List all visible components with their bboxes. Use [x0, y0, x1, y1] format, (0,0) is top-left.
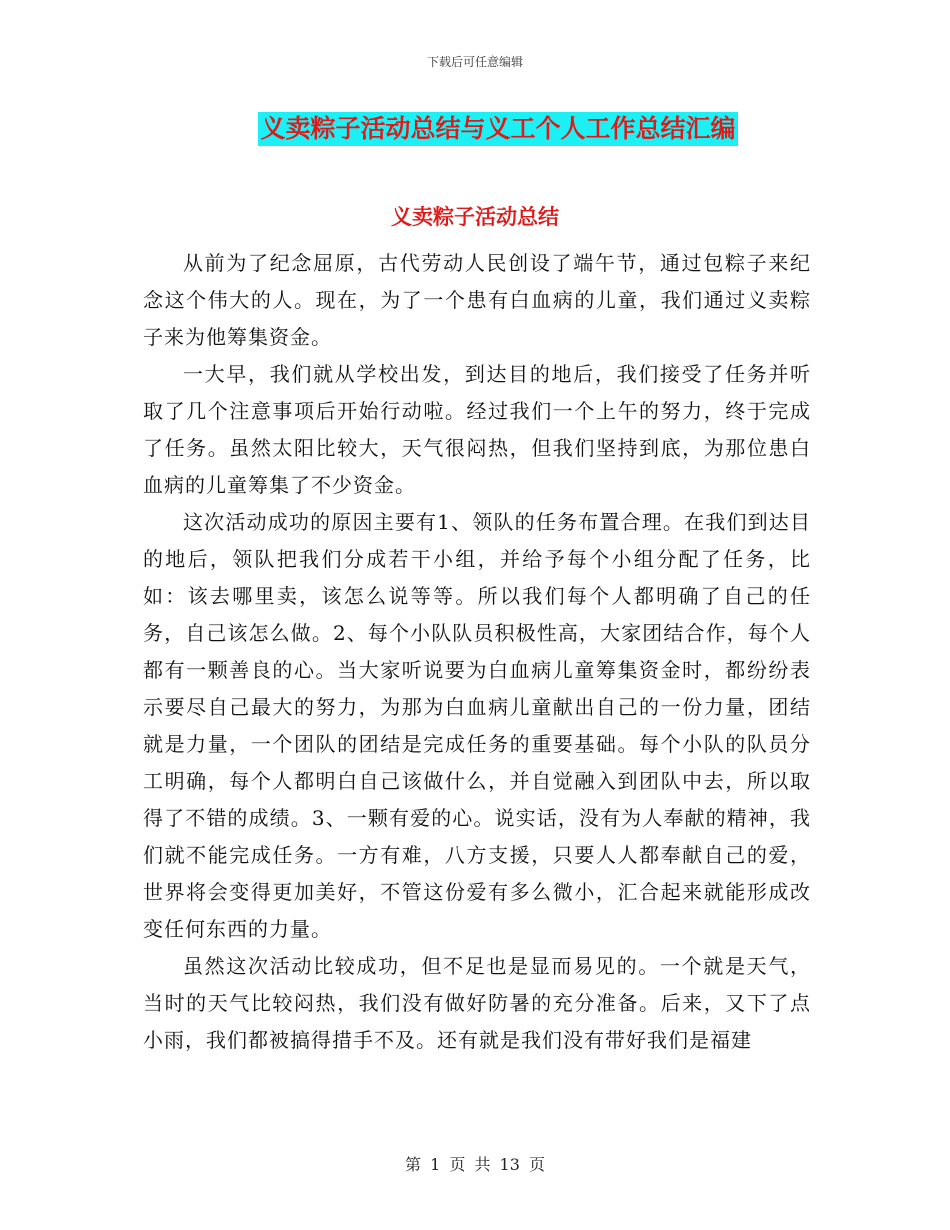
- main-title-container: [0, 112, 950, 146]
- paragraph-3: 这次活动成功的原因主要有1、领队的任务布置合理。在我们到达目的地后，领队把我们分成若干小组，并给予每个小组分配了任务，比如：该去哪里卖，该怎么说等等。所以我们每个人都明确了自己的任务，自己该怎么做。2、每个小队队员积极性高，大家团结合作，每个人都有一颗善良的心。当大家听说要为白血病儿童筹集资金时，都纷纷表示要尽自己最大的努力，为那为白血病儿童献出自己的一份力量，团结就是力量，一个团队的团结是完成任务的重要基础。每个小队的队员分工明确，每个人都明白自己该做什么，并自觉融入到团队中去，所以取得了不错的成绩。3、一颗有爱的心。说实话，没有为人奉献的精神，我们就不能完成任务。一方有难，八方支援，只要人人都奉献自己的爱，世界将会变得更加美好，不管这份爱有多么微小，汇合起来就能形成改变任何东西的力量。: [143, 510, 811, 941]
- paragraph-4: 虽然这次活动比较成功，但不足也是显而易见的。一个就是天气，当时的天气比较闷热，我们没有做好防暑的充分准备。后来，又下了点小雨，我们都被搞得措手不及。还有就是我们没有带好我们是福建: [143, 954, 811, 1052]
- paragraph-2: 一大早，我们就从学校出发，到达目的地后，我们接受了任务并听取了几个注意事项后开始行动啦。经过我们一个上午的努力，终于完成了任务。虽然太阳比较大，天气很闷热，但我们坚持到底，为那位患白血病的儿童筹集了不少资金。: [143, 362, 811, 497]
- body-text: [143, 245, 811, 1059]
- section-title: 义卖粽子活动总结: [391, 205, 559, 229]
- page-number-footer: 第 1 页 共 13 页: [405, 1155, 545, 1174]
- main-title: 义卖粽子活动总结与义工个人工作总结汇编: [258, 112, 737, 146]
- header-note: 下载后可任意编辑: [426, 55, 523, 69]
- paragraph-1: 从前为了纪念屈原，古代劳动人民创设了端午节，通过包粽子来纪念这个伟大的人。现在，为了一个患有白血病的儿童，我们通过义卖粽子来为他筹集资金。: [143, 251, 811, 349]
